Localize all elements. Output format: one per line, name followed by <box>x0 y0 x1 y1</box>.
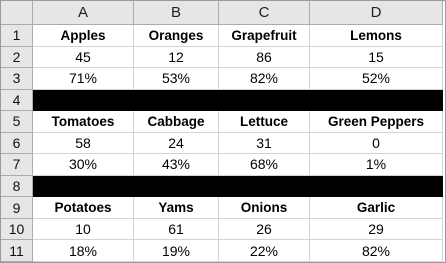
cell-c1[interactable]: Grapefruit <box>219 25 310 47</box>
cell-d11[interactable]: 82% <box>310 240 443 262</box>
cell-d5[interactable]: Green Peppers <box>310 111 443 133</box>
column-header-b[interactable]: B <box>134 1 219 25</box>
cell-d10[interactable]: 29 <box>310 219 443 241</box>
column-header-a[interactable]: A <box>33 1 134 25</box>
cell-b9[interactable]: Yams <box>134 197 219 219</box>
cell-d1[interactable]: Lemons <box>310 25 443 47</box>
cell-b1[interactable]: Oranges <box>134 25 219 47</box>
cell-d8[interactable] <box>310 176 443 198</box>
cell-a4[interactable] <box>33 90 134 112</box>
cell-c5[interactable]: Lettuce <box>219 111 310 133</box>
cell-a10[interactable]: 10 <box>33 219 134 241</box>
cell-b8[interactable] <box>134 176 219 198</box>
cell-c3[interactable]: 82% <box>219 68 310 90</box>
cell-a8[interactable] <box>33 176 134 198</box>
row-header-2[interactable]: 2 <box>1 47 33 69</box>
cell-c8[interactable] <box>219 176 310 198</box>
cell-a2[interactable]: 45 <box>33 47 134 69</box>
cell-d2[interactable]: 15 <box>310 47 443 69</box>
cell-b3[interactable]: 53% <box>134 68 219 90</box>
cell-b6[interactable]: 24 <box>134 133 219 155</box>
row-header-11[interactable]: 11 <box>1 240 33 262</box>
cell-d3[interactable]: 52% <box>310 68 443 90</box>
cell-a3[interactable]: 71% <box>33 68 134 90</box>
cell-c7[interactable]: 68% <box>219 154 310 176</box>
cell-b2[interactable]: 12 <box>134 47 219 69</box>
row-header-8[interactable]: 8 <box>1 176 33 198</box>
row-header-5[interactable]: 5 <box>1 111 33 133</box>
cell-a5[interactable]: Tomatoes <box>33 111 134 133</box>
row-header-10[interactable]: 10 <box>1 219 33 241</box>
cell-a1[interactable]: Apples <box>33 25 134 47</box>
row-header-6[interactable]: 6 <box>1 133 33 155</box>
cell-c4[interactable] <box>219 90 310 112</box>
cell-a11[interactable]: 18% <box>33 240 134 262</box>
cell-a6[interactable]: 58 <box>33 133 134 155</box>
cell-c2[interactable]: 86 <box>219 47 310 69</box>
cell-b10[interactable]: 61 <box>134 219 219 241</box>
cell-c11[interactable]: 22% <box>219 240 310 262</box>
cell-d4[interactable] <box>310 90 443 112</box>
cell-d7[interactable]: 1% <box>310 154 443 176</box>
cell-d6[interactable]: 0 <box>310 133 443 155</box>
row-header-9[interactable]: 9 <box>1 197 33 219</box>
row-header-4[interactable]: 4 <box>1 90 33 112</box>
cell-b7[interactable]: 43% <box>134 154 219 176</box>
row-header-1[interactable]: 1 <box>1 25 33 47</box>
row-header-3[interactable]: 3 <box>1 68 33 90</box>
cell-b5[interactable]: Cabbage <box>134 111 219 133</box>
column-header-d[interactable]: D <box>310 1 443 25</box>
cell-c9[interactable]: Onions <box>219 197 310 219</box>
cell-d9[interactable]: Garlic <box>310 197 443 219</box>
row-header-7[interactable]: 7 <box>1 154 33 176</box>
cell-b11[interactable]: 19% <box>134 240 219 262</box>
cell-a9[interactable]: Potatoes <box>33 197 134 219</box>
column-header-c[interactable]: C <box>219 1 310 25</box>
spreadsheet-grid <box>1 1 445 262</box>
cell-b4[interactable] <box>134 90 219 112</box>
cell-c10[interactable]: 26 <box>219 219 310 241</box>
cell-c6[interactable]: 31 <box>219 133 310 155</box>
select-all-corner[interactable] <box>1 1 33 25</box>
cell-a7[interactable]: 30% <box>33 154 134 176</box>
